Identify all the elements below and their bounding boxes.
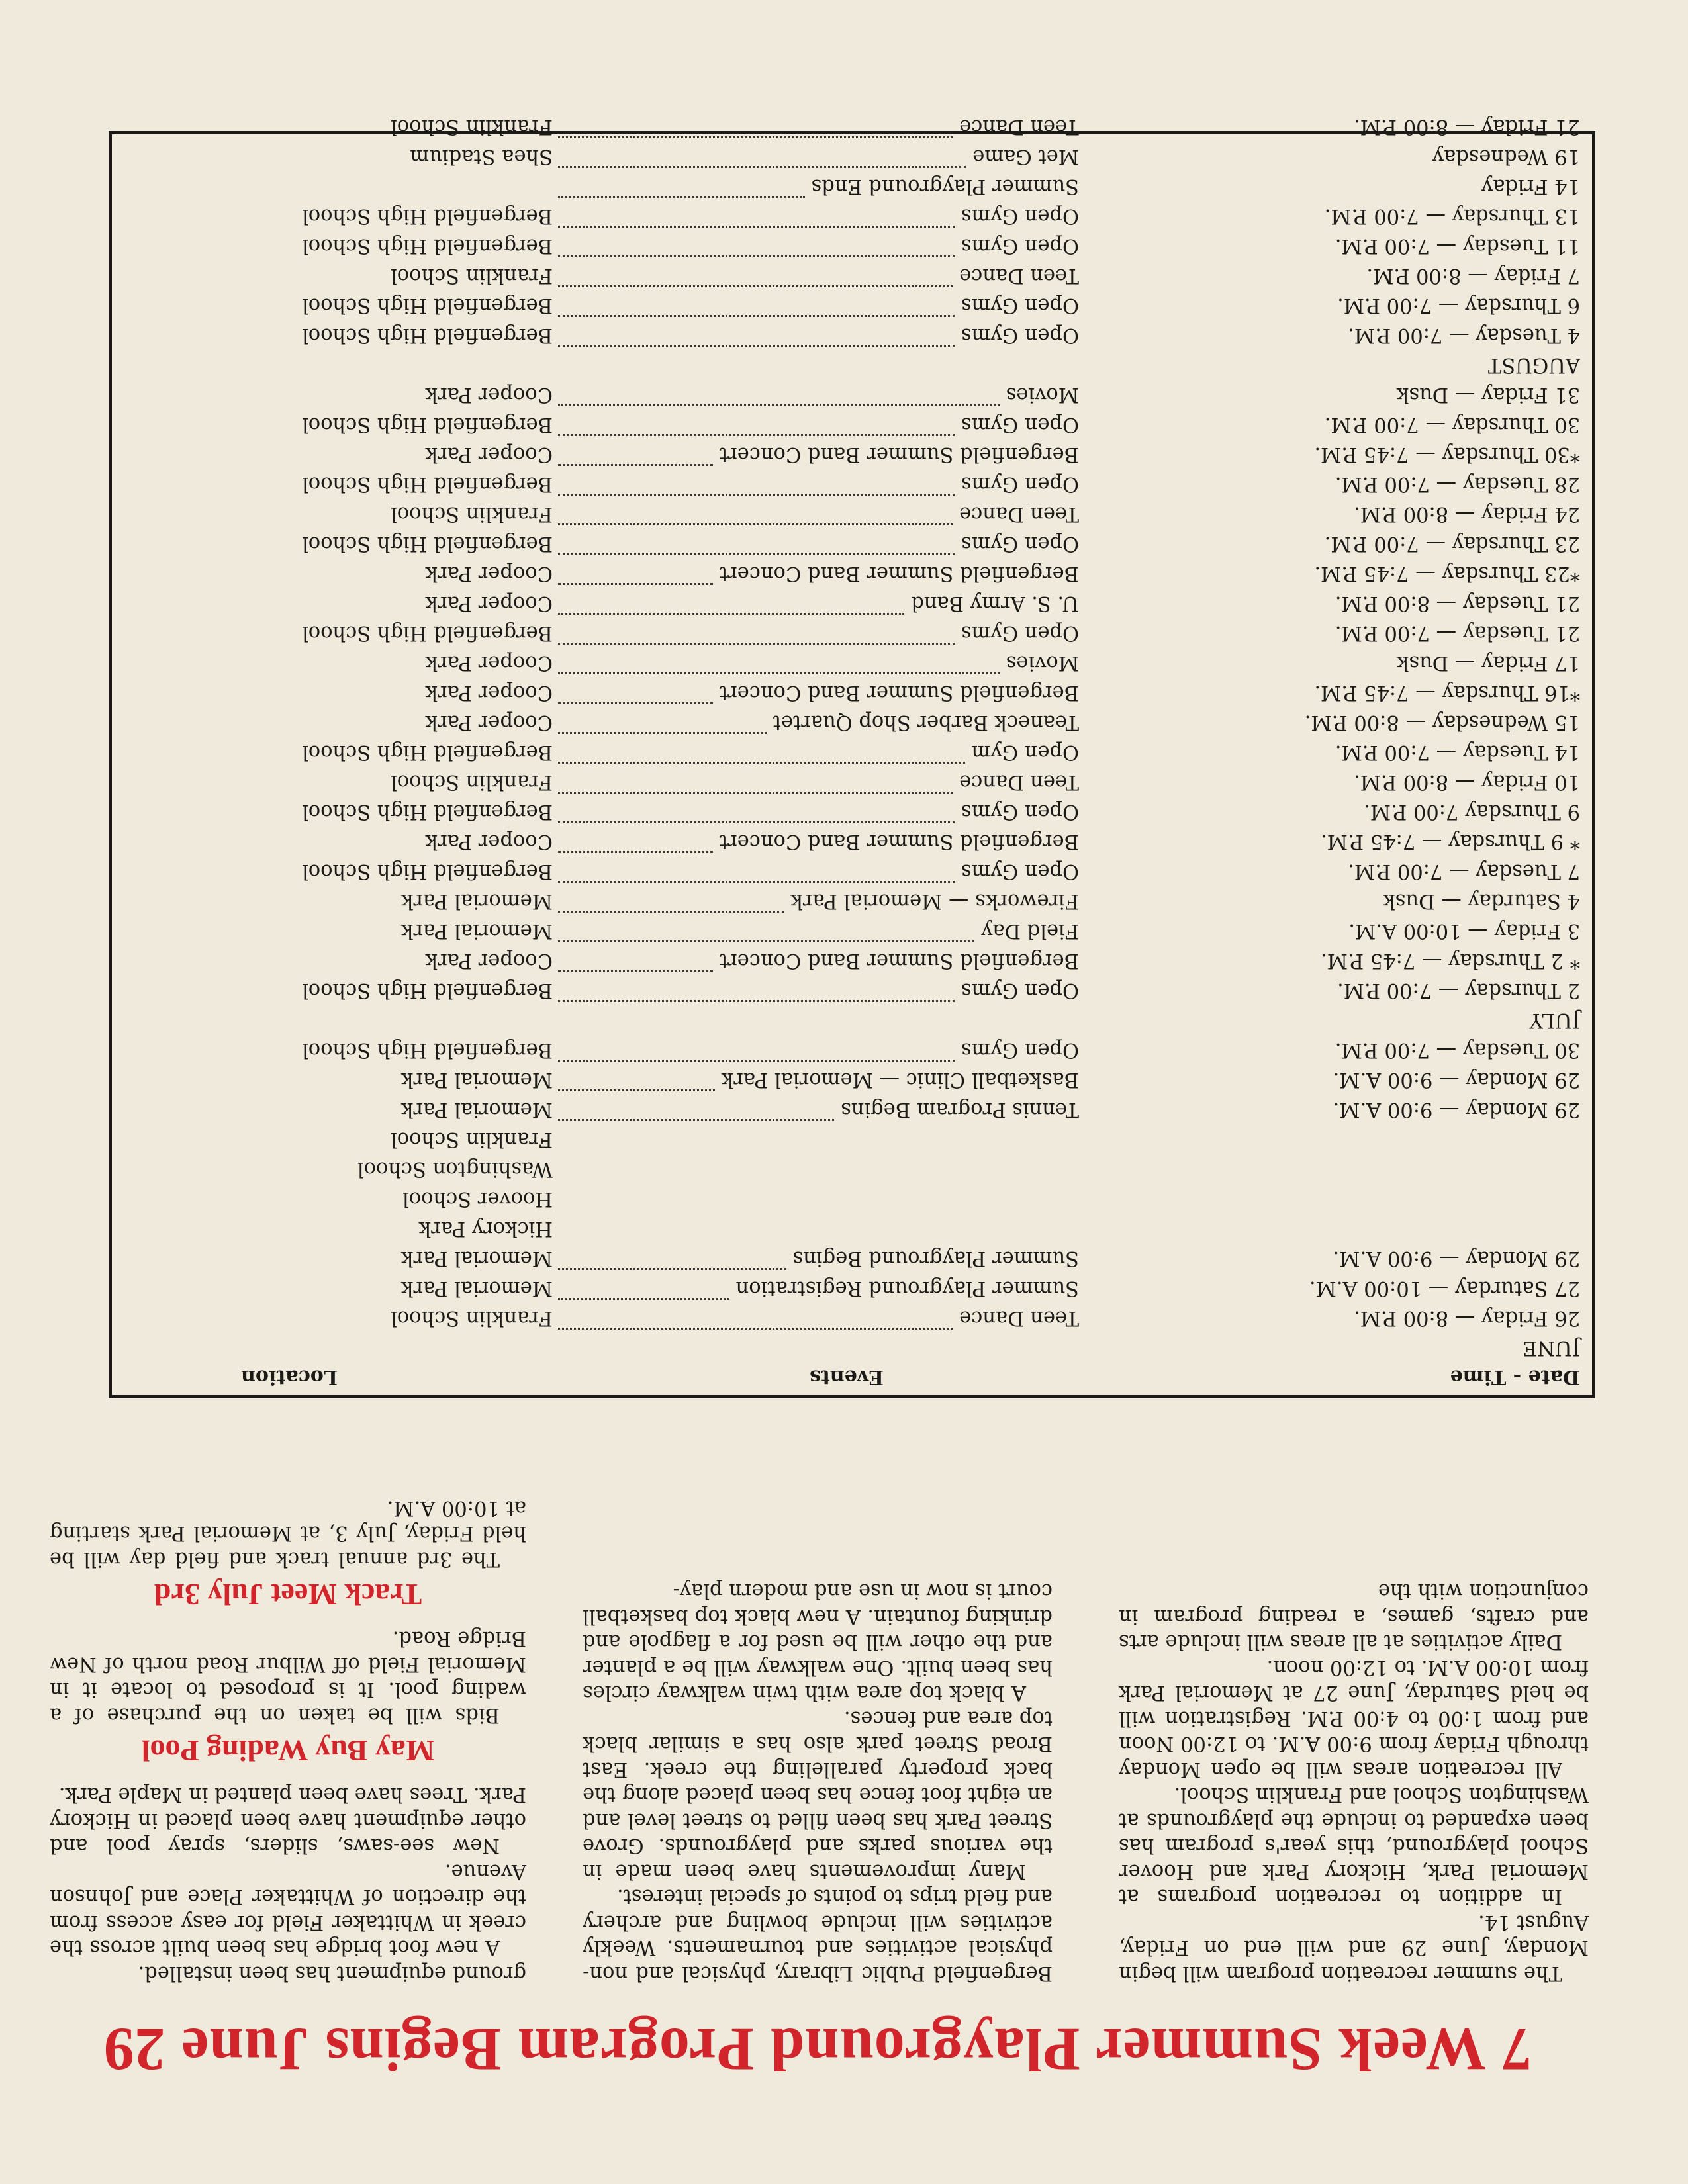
schedule-row	[112, 141, 1592, 171]
schedule-location: Cooper Park	[425, 383, 553, 406]
schedule-event: Open Gyms	[961, 532, 1079, 555]
schedule-event: Open Gyms	[961, 413, 1079, 436]
schedule-row	[112, 647, 1592, 677]
schedule-date-time: 31 Friday — Dusk	[1396, 383, 1580, 406]
dotted-leader	[558, 315, 955, 317]
schedule-event: Bergenfield Summer Band Concert	[719, 562, 1079, 585]
schedule-date-time: 14 Tuesday — 7:00 P.M.	[1335, 741, 1580, 764]
schedule-event: Basketball Clinic — Memorial Park	[721, 1068, 1079, 1091]
dotted-leader	[558, 1089, 715, 1091]
schedule-event: Teaneck Barber Shop Quartet	[773, 711, 1079, 734]
schedule-event: Open Gyms	[961, 294, 1079, 317]
schedule-month-heading	[112, 1005, 1592, 1034]
header-date-time: Date - Time	[1450, 1365, 1580, 1388]
schedule-location: Bergenfield High School	[302, 205, 553, 228]
dotted-leader	[558, 851, 713, 853]
dotted-leader	[558, 792, 953, 794]
schedule-row	[112, 409, 1592, 439]
dotted-leader	[558, 553, 955, 555]
dotted-leader	[558, 613, 904, 615]
dotted-leader	[558, 643, 955, 645]
schedule-location: Hickory Park	[418, 1217, 553, 1240]
schedule-location: Bergenfield High School	[302, 532, 553, 555]
dotted-leader	[558, 255, 955, 257]
header-events: Events	[810, 1365, 884, 1388]
schedule-event: Tennis Program Begins	[841, 1098, 1079, 1121]
schedule-row	[112, 230, 1592, 260]
article-column-3	[50, 1495, 526, 1986]
schedule-date-time: *23 Thursday — 7:45 P.M.	[1314, 562, 1580, 585]
schedule-location: Franklin School	[391, 115, 553, 138]
schedule-event: Met Game	[972, 145, 1079, 168]
dotted-leader	[558, 732, 767, 734]
schedule-event: Bergenfield Summer Band Concert	[719, 443, 1079, 466]
schedule-date-time: 15 Wednesday — 8:00 P.M.	[1304, 711, 1580, 734]
schedule-location: Cooper Park	[425, 711, 553, 734]
dotted-leader	[558, 1328, 953, 1330]
paragraph: The summer recreation program will begin Monday, June 29 and will end on Friday, August 14.	[1119, 1911, 1589, 1985]
schedule-location: Cooper Park	[425, 949, 553, 972]
dotted-leader	[558, 226, 955, 228]
schedule-row	[112, 1034, 1592, 1064]
schedule-date-time: 7 Friday — 8:00 P.M.	[1366, 264, 1580, 287]
schedule-row	[112, 737, 1592, 766]
schedule-date-time: 21 Tuesday — 7:00 P.M.	[1335, 621, 1580, 645]
schedule-month-heading	[112, 349, 1592, 379]
dotted-leader	[558, 1298, 729, 1300]
month-label: JUNE	[1523, 1336, 1580, 1359]
schedule-date-time: 13 Thursday — 7:00 P.M.	[1324, 205, 1580, 228]
dotted-leader	[558, 494, 955, 496]
paragraph: Daily activities at all areas will include arts and crafts, games, a reading program in conjunction with the	[1119, 1579, 1589, 1654]
schedule-date-time: 21 Tuesday — 8:00 P.M.	[1335, 592, 1580, 615]
paragraph: Bergenfield Public Library, physical and non-physical activities and tournaments. Weekly activities will include bowling and archery and field trips to points of special interest.	[583, 1885, 1053, 1985]
schedule-date-time: 4 Saturday — Dusk	[1383, 889, 1580, 913]
schedule-date-time: 27 Saturday — 10:00 A.M.	[1309, 1277, 1580, 1300]
schedule-location: Bergenfield High School	[302, 979, 553, 1002]
schedule-row	[112, 1302, 1592, 1332]
schedule-date-time: 29 Monday — 9:00 A.M.	[1333, 1098, 1580, 1121]
schedule-row	[112, 1273, 1592, 1302]
schedule-location: Franklin School	[391, 770, 553, 794]
paragraph: Many improvements have been made in the various parks and playgrounds. Grove Street Park has been filled to street level and an eight foot fence has been placed along the back property paralleling the creek. East Broad Street park also has a similar black top area and fences.	[583, 1707, 1053, 1883]
dotted-leader	[558, 166, 966, 168]
dotted-leader	[558, 523, 953, 525]
schedule-location: Franklin School	[391, 1306, 553, 1330]
schedule-event: Open Gyms	[961, 860, 1079, 883]
schedule-row	[112, 1183, 1592, 1213]
schedule-header	[112, 1362, 1592, 1395]
paragraph: All recreation areas will be open Monday through Friday from 9:00 A.M. to 12:00 Noon and from 1:00 to 4:00 P.M. Registration will be held Saturday, June 27 at Memorial Park from 10:00 A.M. to 12:00 noon.	[1119, 1656, 1589, 1781]
dotted-leader	[558, 911, 784, 913]
schedule-row	[112, 886, 1592, 915]
schedule-date-time: 4 Tuesday — 7:00 P.M.	[1348, 324, 1580, 347]
schedule-location: Hoover School	[402, 1187, 553, 1210]
schedule-row	[112, 1094, 1592, 1124]
paragraph: A new foot bridge has been built across the creek in Whittaker Field for easy access from the direction of Whittaker Place and Johnson Avenue.	[50, 1860, 526, 1960]
schedule-event: Open Gyms	[961, 1038, 1079, 1062]
dotted-leader	[558, 762, 965, 764]
schedule-row	[112, 915, 1592, 945]
schedule-row	[112, 290, 1592, 320]
schedule-row	[112, 856, 1592, 886]
schedule-event: Open Gyms	[961, 621, 1079, 645]
paragraph: The 3rd annual track and field day will be held Friday, July 3, at Memorial Park starting at 10:00 A.M.	[50, 1496, 526, 1570]
schedule-location: Cooper Park	[425, 651, 553, 674]
schedule-event: Bergenfield Summer Band Concert	[719, 830, 1079, 853]
dotted-leader	[558, 821, 955, 823]
schedule-date-time: 26 Friday — 8:00 P.M.	[1354, 1306, 1580, 1330]
schedule-event: Open Gyms	[961, 234, 1079, 257]
schedule-date-time: * 2 Thursday — 7:45 P.M.	[1321, 949, 1580, 972]
schedule-event: Teen Dance	[959, 502, 1079, 525]
schedule-event: Open Gyms	[961, 205, 1079, 228]
schedule-event: Open Gyms	[961, 979, 1079, 1002]
schedule-location: Bergenfield High School	[302, 800, 553, 823]
dotted-leader	[558, 702, 713, 704]
schedule-event: Movies	[1006, 651, 1079, 674]
paragraph: New see-saws, sliders, spray pool and other equipment have been placed in Hickory Park. Trees have been planted in Maple Park.	[50, 1783, 526, 1858]
schedule-location: Bergenfield High School	[302, 294, 553, 317]
schedule-date-time: 28 Tuesday — 7:00 P.M.	[1335, 473, 1580, 496]
schedule-location: Memorial Park	[401, 1247, 553, 1270]
schedule-location: Bergenfield High School	[302, 413, 553, 436]
schedule-row	[112, 975, 1592, 1005]
schedule-date-time: 2 Thursday — 7:00 P.M.	[1337, 979, 1580, 1002]
schedule-event: Teen Dance	[959, 1306, 1079, 1330]
schedule-row	[112, 171, 1592, 201]
schedule-date-time: 3 Friday — 10:00 A.M.	[1348, 919, 1580, 942]
schedule-date-time: 17 Friday — Dusk	[1396, 651, 1580, 674]
schedule-location: Memorial Park	[401, 919, 553, 942]
schedule-row	[112, 796, 1592, 826]
article-columns	[46, 1416, 1589, 1985]
schedule-event: Summer Playground Begins	[792, 1247, 1079, 1270]
dotted-leader	[558, 881, 955, 883]
schedule-date-time: 29 Monday — 9:00 A.M.	[1333, 1068, 1580, 1091]
subheading-track-meet: Track Meet July 3rd	[154, 1578, 422, 1612]
dotted-leader	[558, 136, 953, 138]
schedule-event: Teen Dance	[959, 115, 1079, 138]
schedule-location: Bergenfield High School	[302, 621, 553, 645]
schedule-event: Teen Dance	[959, 264, 1079, 287]
schedule-event: Movies	[1006, 383, 1079, 406]
paragraph: In addition to recreation programs at Memorial Park, Hickory Park and Hoover School playground, this year's program has been expanded to include the playgrounds at Washington School and Franklin School.	[1119, 1783, 1589, 1909]
dotted-leader	[558, 1060, 955, 1062]
schedule-event: Open Gym	[971, 741, 1079, 764]
schedule-date-time: 7 Tuesday — 7:00 P.M.	[1348, 860, 1580, 883]
schedule-row	[112, 1213, 1592, 1243]
schedule-location: Cooper Park	[425, 830, 553, 853]
schedule-event: Open Gyms	[961, 800, 1079, 823]
schedule-location: Memorial Park	[401, 889, 553, 913]
paragraph: Bids will be taken on the purchase of a wading pool. It is proposed to locate it in Memorial Field off Wilbur Road north of New Bridge Road.	[50, 1627, 526, 1727]
schedule-row	[112, 1154, 1592, 1183]
schedule-location: Washington School	[357, 1158, 553, 1181]
schedule-location: Shea Stadium	[410, 145, 553, 168]
schedule-location: Cooper Park	[425, 562, 553, 585]
schedule-event: Open Gyms	[961, 473, 1079, 496]
paragraph: A black top area with twin walkway circles has been built. One walkway will be a planter and the other will be used for a flagpole and drinking fountain. A new black top basketball court is now in use and modern play-	[583, 1579, 1053, 1705]
schedule-event: U. S. Army Band	[911, 592, 1079, 615]
dotted-leader	[558, 672, 1000, 674]
schedule-event: Fireworks — Memorial Park	[790, 889, 1079, 913]
schedule-row	[112, 498, 1592, 528]
schedule-row	[112, 111, 1592, 141]
schedule-location: Bergenfield High School	[302, 324, 553, 347]
schedule-row	[112, 826, 1592, 856]
schedule-row	[112, 588, 1592, 617]
schedule-row	[112, 677, 1592, 707]
schedule-location: Bergenfield High School	[302, 1038, 553, 1062]
schedule-date-time: * 9 Thursday — 7:45 P.M.	[1321, 830, 1580, 853]
dotted-leader	[558, 464, 713, 466]
schedule-row	[112, 320, 1592, 349]
dotted-leader	[558, 1268, 786, 1270]
dotted-leader	[558, 940, 974, 942]
article-column-2	[583, 1578, 1053, 1985]
schedule-row	[112, 469, 1592, 498]
schedule-row	[112, 945, 1592, 975]
schedule-date-time: 24 Friday — 8:00 P.M.	[1354, 502, 1580, 525]
schedule-date-time: 6 Thursday — 7:00 P.M.	[1337, 294, 1580, 317]
schedule-event: Field Day	[981, 919, 1079, 942]
schedule-date-time: 9 Thursday 7:00 P.M.	[1364, 800, 1580, 823]
schedule-row	[112, 260, 1592, 290]
schedule-date-time: 30 Thursday — 7:00 P.M.	[1324, 413, 1580, 436]
dotted-leader	[558, 583, 713, 585]
schedule-event: Open Gyms	[961, 324, 1079, 347]
schedule-row	[112, 707, 1592, 737]
schedule-event: Bergenfield Summer Band Concert	[719, 681, 1079, 704]
schedule-row	[112, 1243, 1592, 1273]
schedule-row	[112, 558, 1592, 588]
schedule-table	[109, 115, 1595, 1398]
schedule-location: Memorial Park	[401, 1277, 553, 1300]
month-label: JULY	[1529, 1009, 1580, 1032]
schedule-month-heading	[112, 1332, 1592, 1362]
schedule-date-time: 11 Tuesday — 7:00 P.M.	[1335, 234, 1580, 257]
schedule-event: Summer Playground Ends	[811, 175, 1079, 198]
schedule-date-time: *16 Thursday — 7:45 P.M.	[1314, 681, 1580, 704]
schedule-location: Bergenfield High School	[302, 234, 553, 257]
schedule-location: Cooper Park	[425, 592, 553, 615]
schedule-date-time: 21 Friday — 8:00 P.M.	[1354, 115, 1580, 138]
schedule-location: Memorial Park	[401, 1098, 553, 1121]
schedule-location: Franklin School	[391, 502, 553, 525]
schedule-event: Bergenfield Summer Band Concert	[719, 949, 1079, 972]
schedule-row	[112, 201, 1592, 230]
schedule-row	[112, 1064, 1592, 1094]
schedule-location: Bergenfield High School	[302, 473, 553, 496]
schedule-row	[112, 617, 1592, 647]
schedule-date-time: *30 Thursday — 7:45 P.M.	[1314, 443, 1580, 466]
dotted-leader	[558, 970, 713, 972]
schedule-date-time: 10 Friday — 8:00 P.M.	[1354, 770, 1580, 794]
headline: 7 Week Summer Playground Program Begins June 29	[103, 2016, 1532, 2083]
schedule-location: Bergenfield High School	[302, 860, 553, 883]
schedule-event: Teen Dance	[959, 770, 1079, 794]
schedule-date-time: 14 Friday	[1481, 175, 1580, 198]
schedule-date-time: 23 Thursday — 7:00 P.M.	[1324, 532, 1580, 555]
schedule-date-time: 19 Wednesday	[1432, 145, 1580, 168]
dotted-leader	[558, 434, 955, 436]
schedule-date-time: 30 Tuesday — 7:00 P.M.	[1335, 1038, 1580, 1062]
dotted-leader	[558, 345, 955, 347]
schedule-location: Franklin School	[391, 264, 553, 287]
dotted-leader	[558, 404, 1000, 406]
header-location: Location	[241, 1365, 338, 1388]
schedule-row	[112, 766, 1592, 796]
dotted-leader	[558, 1000, 955, 1002]
subheading-wading-pool: May Buy Wading Pool	[141, 1734, 435, 1768]
schedule-location: Cooper Park	[425, 443, 553, 466]
schedule-row	[112, 379, 1592, 409]
schedule-location: Cooper Park	[425, 681, 553, 704]
schedule-row	[112, 439, 1592, 469]
dotted-leader	[558, 196, 805, 198]
schedule-location: Memorial Park	[401, 1068, 553, 1091]
schedule-row	[112, 1124, 1592, 1154]
schedule-date-time: 29 Monday — 9:00 A.M.	[1333, 1247, 1580, 1270]
month-label: AUGUST	[1487, 353, 1580, 377]
article-column-1	[1119, 1578, 1589, 1985]
dotted-leader	[558, 1119, 834, 1121]
schedule-row	[112, 528, 1592, 558]
dotted-leader	[558, 285, 953, 287]
schedule-event: Summer Playground Registration	[735, 1277, 1079, 1300]
paragraph: ground equipment has been installed.	[138, 1962, 526, 1985]
schedule-rows	[112, 111, 1592, 1362]
schedule-location: Bergenfield High School	[302, 741, 553, 764]
schedule-location: Franklin School	[391, 1128, 553, 1151]
